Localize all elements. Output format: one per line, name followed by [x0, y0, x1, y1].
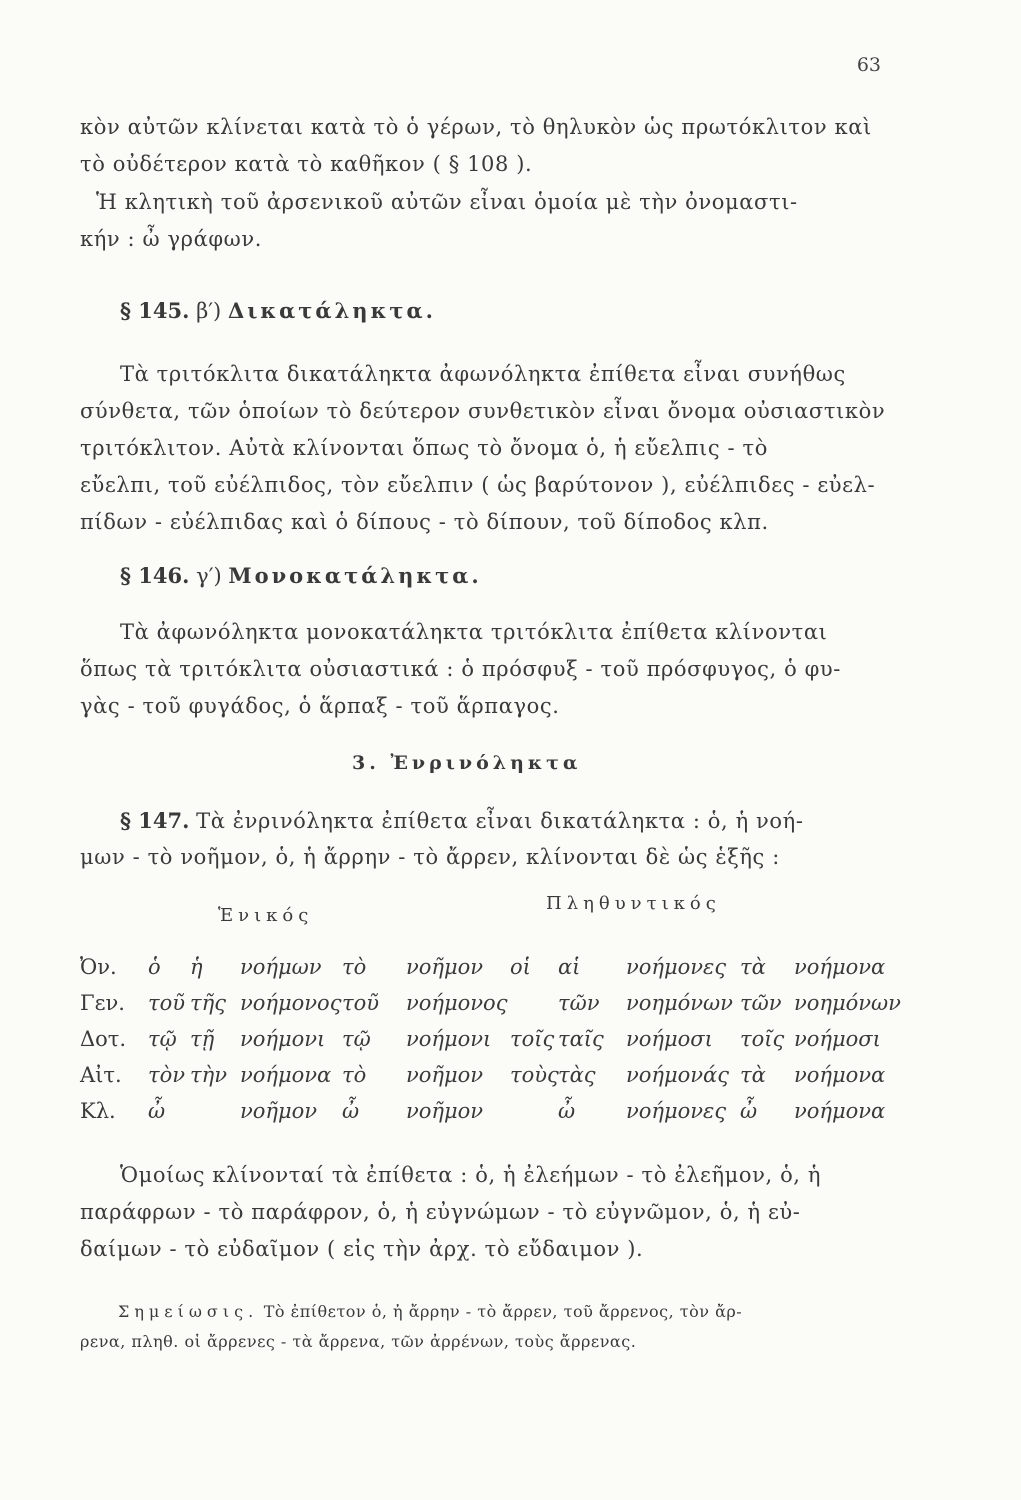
text-line: κήν : ὦ γράφων.: [80, 227, 263, 251]
plural-heading: Πληθυντικός: [546, 893, 721, 914]
table-cell: νοημόνων: [794, 991, 901, 1015]
text-line: ὅπως τὰ τριτόκλιτα οὐσιαστικά : ὁ πρόσφυξ - τοῦ πρόσφυγος, ὁ φυ-: [80, 657, 841, 681]
table-cell: νοήμονα: [794, 1099, 886, 1123]
text-line: γὰς - τοῦ φυγάδος, ὁ ἅρπαξ - τοῦ ἅρπαγος.: [80, 694, 560, 718]
table-cell: οἱ: [510, 955, 531, 979]
table-cell: ὁ: [148, 955, 161, 979]
section-title: Δικατάληκτα.: [227, 298, 436, 323]
table-cell: νοῆμον: [406, 955, 484, 979]
table-cell: νοήμων: [240, 955, 322, 979]
text-line: μων - τὸ νοῆμον, ὁ, ἡ ἄρρην - τὸ ἄρρεν, κλίνονται δὲ ὡς ἑξῆς :: [80, 845, 780, 869]
table-cell: ὦ: [342, 1099, 360, 1123]
table-row: [80, 991, 900, 1021]
table-cell: ἡ: [190, 955, 203, 979]
table-cell: τὴν: [190, 1063, 227, 1087]
section-number: § 146.: [120, 563, 190, 588]
table-cell: τὰ: [740, 1063, 766, 1087]
section-label: γ′): [196, 564, 222, 588]
table-cell: τὰς: [558, 1063, 596, 1087]
table-row: [80, 955, 900, 985]
table-row: [80, 1099, 900, 1129]
text-line: παράφρων - τὸ παράφρον, ὁ, ἡ εὐγνώμων - τὸ εὐγνῶμον, ὁ, ἡ εὐ-: [80, 1200, 801, 1224]
table-cell: νοήμονος: [240, 991, 342, 1015]
table-cell: νοήμονι: [240, 1027, 326, 1051]
table-cell: τοῦ: [342, 991, 380, 1015]
table-cell: νοήμονι: [406, 1027, 492, 1051]
section-label: β′): [196, 299, 222, 323]
text-line: δαίμων - τὸ εὐδαῖμον ( εἰς τὴν ἀρχ. τὸ εὔδαιμον ).: [80, 1237, 644, 1261]
section-heading-147: [120, 808, 804, 833]
table-cell: νοῆμον: [406, 1099, 484, 1123]
section-heading-145: [120, 298, 436, 323]
table-cell: τὰ: [740, 955, 766, 979]
table-cell: ταῖς: [558, 1027, 604, 1051]
case-label: Ὀν.: [80, 955, 117, 979]
text-line: κὸν αὐτῶν κλίνεται κατὰ τὸ ὁ γέρων, τὸ θηλυκὸν ὡς πρωτόκλιτον καὶ: [80, 115, 872, 139]
table-cell: νοήμονα: [240, 1063, 332, 1087]
table-cell: νοῆμον: [240, 1099, 318, 1123]
table-cell: τῷ: [148, 1027, 177, 1051]
table-cell: ὦ: [740, 1099, 758, 1123]
table-cell: νοήμονες: [626, 1099, 727, 1123]
table-cell: τῶν: [740, 991, 782, 1015]
table-cell: νοήμονες: [626, 955, 727, 979]
case-label: Κλ.: [80, 1099, 116, 1123]
section-text: Τὰ ἐνρινόληκτα ἐπίθετα εἶναι δικατάληκτα : ὁ, ἡ νοή-: [196, 809, 804, 833]
page-number: 63: [856, 54, 881, 76]
table-cell: νοήμονάς: [626, 1063, 729, 1087]
text-line: σύνθετα, τῶν ὁποίων τὸ δεύτερον συνθετικὸν εἶναι ὄνομα οὐσιαστικὸν: [80, 399, 886, 423]
table-cell: τὸ: [342, 1063, 367, 1087]
section-number: § 147.: [120, 808, 190, 833]
table-cell: αἱ: [558, 955, 581, 979]
table-cell: ὦ: [148, 1099, 166, 1123]
table-cell: νοήμοσι: [626, 1027, 713, 1051]
table-cell: νοήμονα: [794, 1063, 886, 1087]
section-title: Μονοκατάληκτα.: [228, 563, 482, 588]
table-cell: τοῦ: [148, 991, 186, 1015]
table-row: [80, 1027, 900, 1057]
table-cell: τοὺς: [510, 1063, 559, 1087]
case-label: Αἰτ.: [80, 1063, 122, 1087]
singular-heading: Ἑνικός: [218, 905, 314, 926]
text-line: τὸ οὐδέτερον κατὰ τὸ καθῆκον ( § 108 ).: [80, 152, 533, 176]
case-label: Δοτ.: [80, 1027, 127, 1051]
table-cell: ὦ: [558, 1099, 576, 1123]
table-cell: νοημόνων: [626, 991, 733, 1015]
text-line: Τὰ ἀφωνόληκτα μονοκατάληκτα τριτόκλιτα ἐπίθετα κλίνονται: [120, 620, 828, 644]
table-cell: νοήμονα: [794, 955, 886, 979]
section-heading-146: [120, 563, 482, 588]
table-cell: τὸν: [148, 1063, 186, 1087]
table-cell: τοῖς: [510, 1027, 555, 1051]
text-line: Ὁμοίως κλίνονταί τὰ ἐπίθετα : ὁ, ἡ ἐλεήμων - τὸ ἐλεῆμον, ὁ, ἡ: [120, 1163, 822, 1187]
note-second-line: ρενα, πληθ. οἱ ἄρρενες - τὰ ἄρρενα, τῶν ἀρρένων, τοὺς ἄρρενας.: [80, 1332, 637, 1351]
table-cell: τῇ: [190, 1027, 215, 1051]
case-label: Γεν.: [80, 991, 125, 1015]
section-number: § 145.: [120, 298, 190, 323]
note-first-line: [118, 1302, 742, 1321]
note-label: Σημείωσις.: [118, 1302, 259, 1321]
text-line: τριτόκλιτον. Αὐτὰ κλίνονται ὅπως τὸ ὄνομα ὁ, ἡ εὔελπις - τὸ: [80, 436, 768, 460]
note-text: Τὸ ἐπίθετον ὁ, ἡ ἄρρην - τὸ ἄρρεν, τοῦ ἄρρενος, τὸν ἄρ-: [263, 1302, 743, 1321]
table-cell: τὸ: [342, 955, 367, 979]
table-cell: τῆς: [190, 991, 226, 1015]
table-cell: τῶν: [558, 991, 600, 1015]
table-cell: νοήμοσι: [794, 1027, 881, 1051]
text-line: εὔελπι, τοῦ εὐέλπιδος, τὸν εὔελπιν ( ὡς βαρύτονον ), εὐέλπιδες - εὐελ-: [80, 473, 876, 497]
text-line: πίδων - εὐέλπιδας καὶ ὁ δίπους - τὸ δίπουν, τοῦ δίποδος κλπ.: [80, 510, 769, 534]
table-cell: νοῆμον: [406, 1063, 484, 1087]
table-cell: τῷ: [342, 1027, 371, 1051]
text-line: Ἡ κλητικὴ τοῦ ἀρσενικοῦ αὐτῶν εἶναι ὁμοία μὲ τὴν ὀνομαστι-: [96, 190, 798, 214]
subsection-heading: 3. Ἐνρινόληκτα: [352, 752, 582, 774]
table-cell: νοήμονος: [406, 991, 508, 1015]
table-row: [80, 1063, 900, 1093]
text-line: Τὰ τριτόκλιτα δικατάληκτα ἀφωνόληκτα ἐπίθετα εἶναι συνήθως: [120, 362, 846, 386]
table-cell: τοῖς: [740, 1027, 785, 1051]
